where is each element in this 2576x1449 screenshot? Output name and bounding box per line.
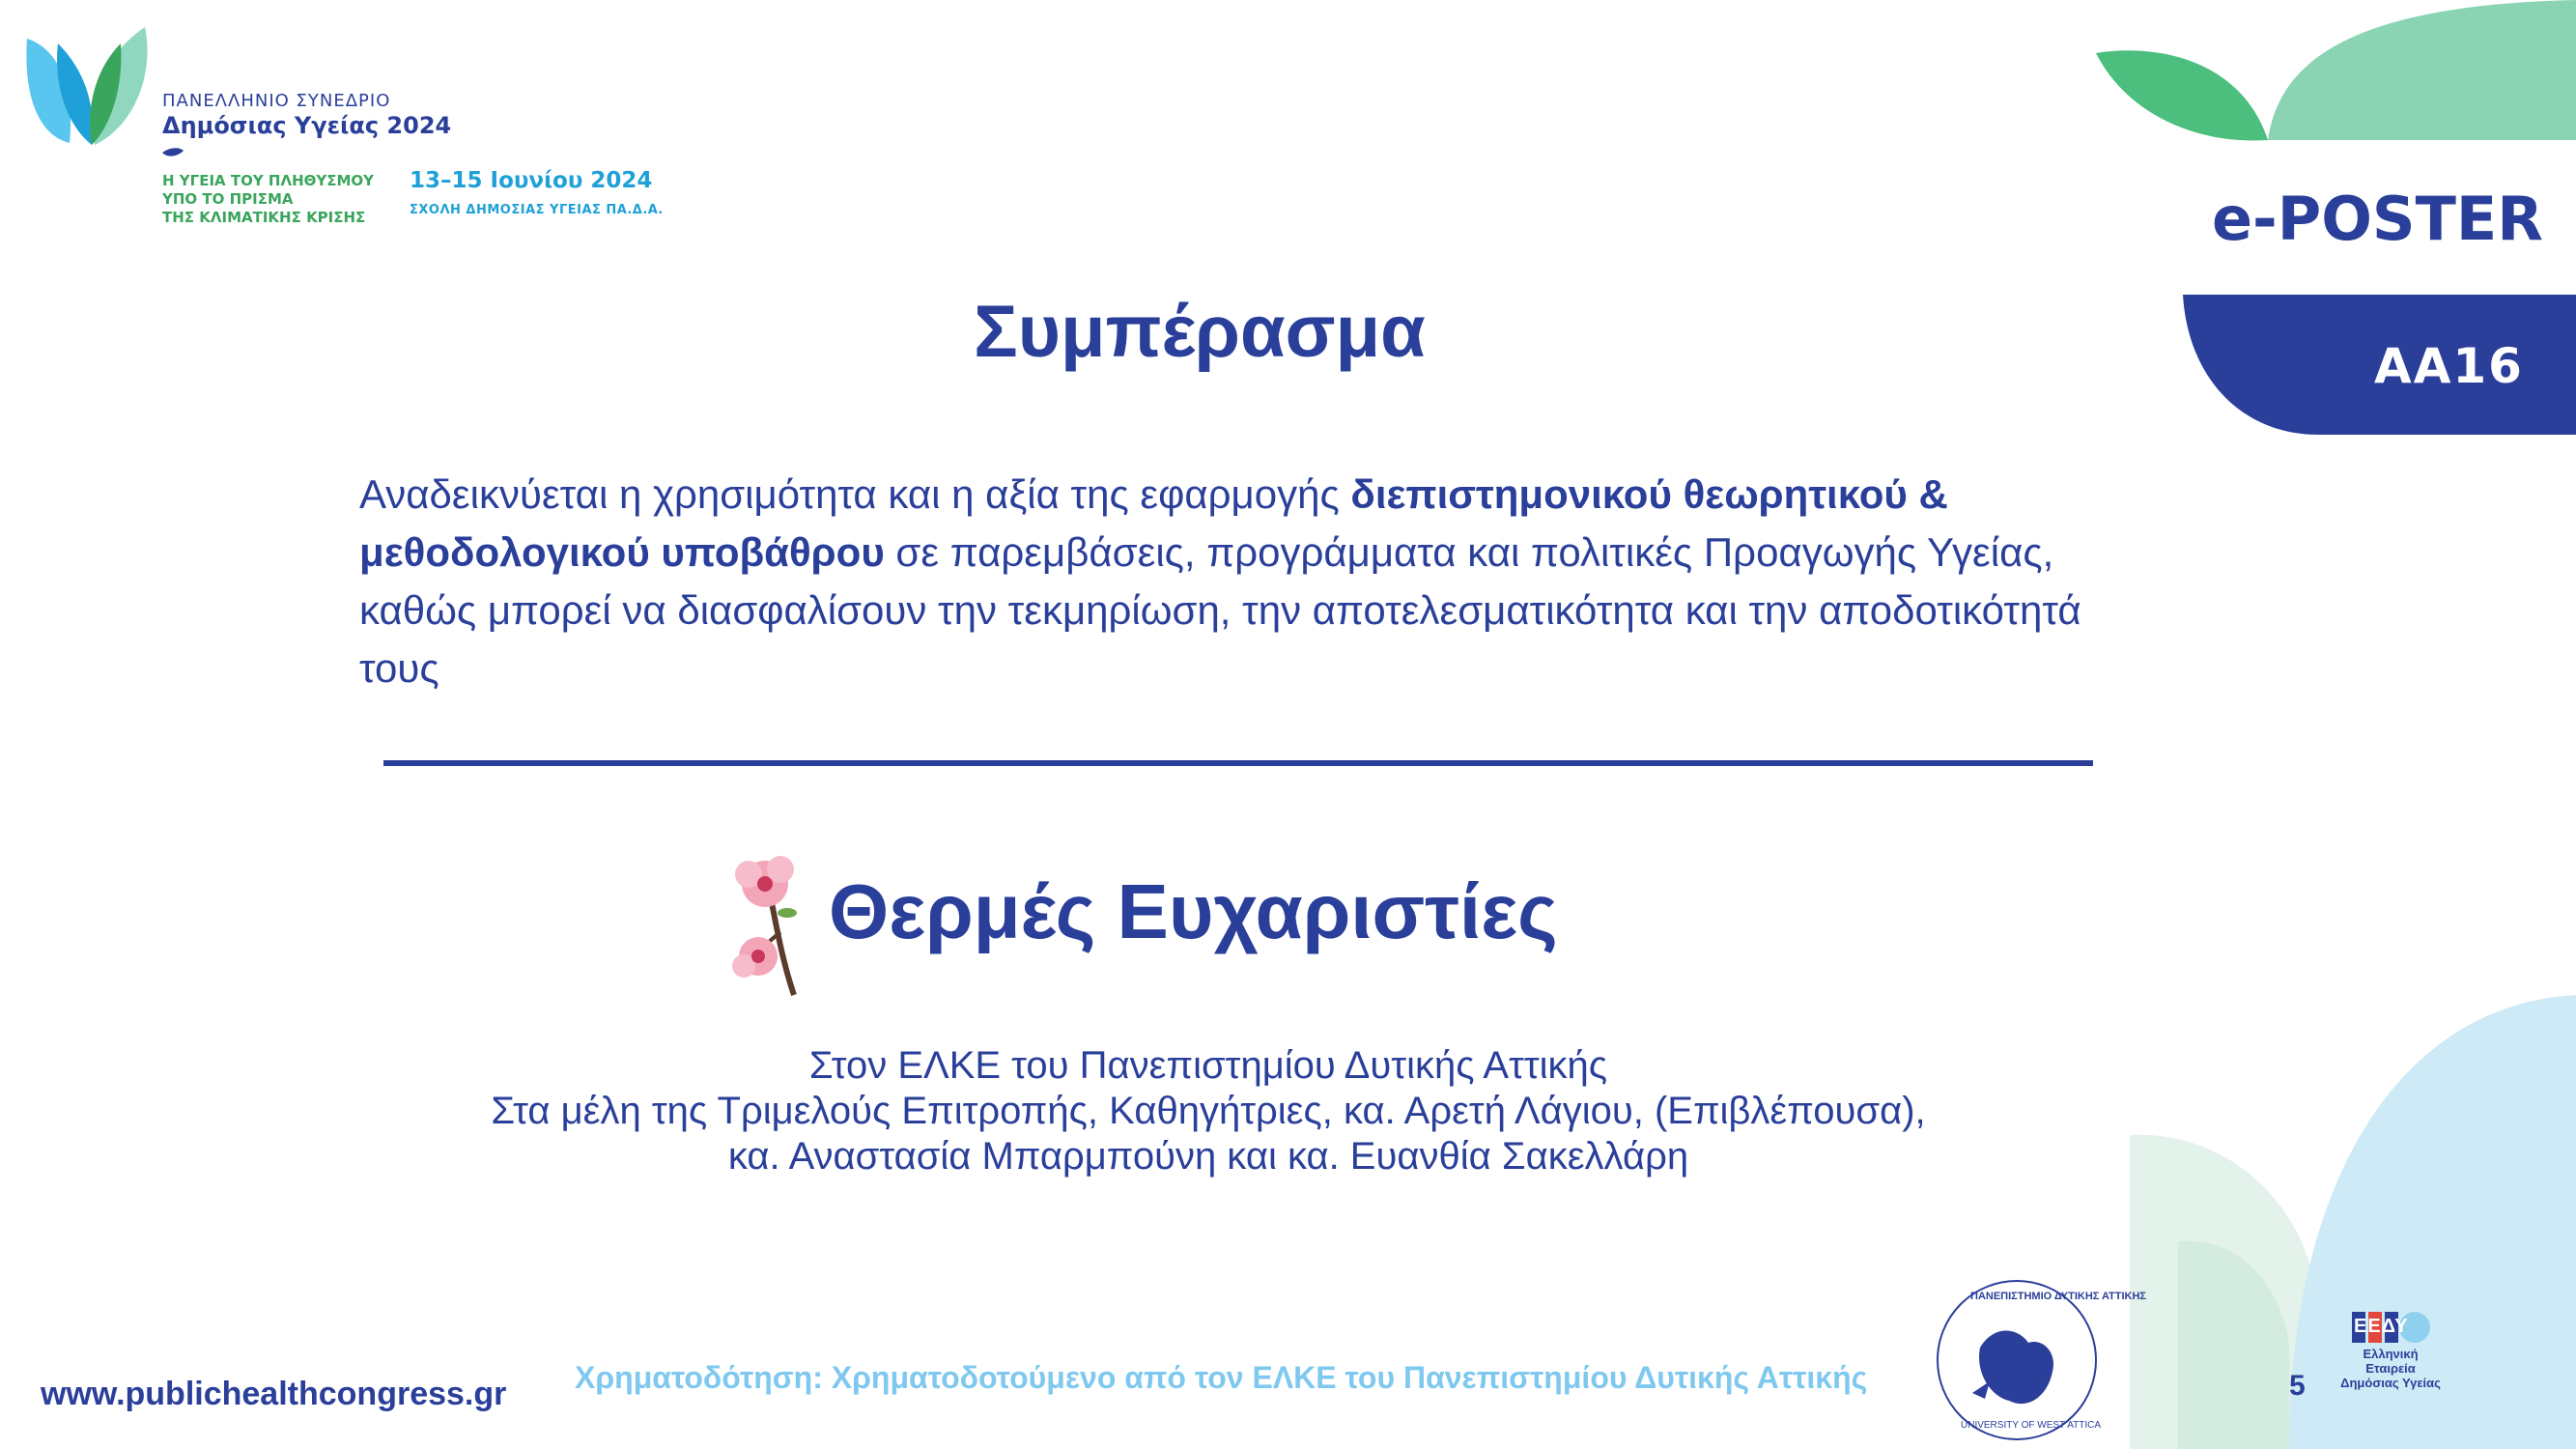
- uniwa-logo: [1938, 1281, 2096, 1439]
- poster-code: AA16: [2374, 338, 2524, 394]
- conclusion-text-part: σε παρεμβάσεις, προγράμματα και πολιτικές Προαγωγής Υγείας, καθώς μπορεί να διασφαλίσουν την τεκμηρίωση, την αποτελεσματικότητα και την αποδοτικότητά τους: [359, 529, 2081, 691]
- section-divider: [383, 760, 2093, 766]
- conclusion-text-part: Αναδεικνύεται η χρησιμότητα και η αξία της εφαρμογής: [359, 471, 1351, 517]
- esdy-name-line: Ελληνική Εταιρεία: [2363, 1347, 2419, 1376]
- congress-name-line1: ΠΑΝΕΛΛΗΝΙΟ ΣΥΝΕΔΡΙΟ: [162, 91, 391, 111]
- uniwa-arc-bottom: UNIVERSITY OF WEST ATTICA: [1961, 1420, 2102, 1431]
- page-number: 5: [2289, 1370, 2306, 1402]
- congress-theme-line: ΥΠΟ ΤΟ ΠΡΙΣΜΑ: [162, 190, 294, 208]
- congress-logo-mark: [26, 27, 147, 145]
- uniwa-arc-top: ΠΑΝΕΠΙΣΤΗΜΙΟ ΔΥΤΙΚΗΣ ΑΤΤΙΚΗΣ: [1970, 1291, 2147, 1302]
- blossom-branch-illustration: [732, 856, 797, 995]
- acknowledgements-text: [290, 1043, 2127, 1179]
- acknowledgements-title: Θερμές Ευχαριστίες: [829, 868, 1558, 954]
- esdy-name: [2337, 1347, 2444, 1390]
- conclusion-text: [359, 466, 2146, 697]
- congress-theme-line: ΤΗΣ ΚΛΙΜΑΤΙΚΗΣ ΚΡΙΣΗΣ: [162, 209, 366, 226]
- website-link[interactable]: www.publichealthcongress.gr: [41, 1376, 507, 1412]
- eposter-label: e-POSTER: [2212, 184, 2543, 254]
- congress-dates: 13–15 Ιουνίου 2024: [410, 168, 653, 193]
- congress-venue: ΣΧΟΛΗ ΔΗΜΟΣΙΑΣ ΥΓΕΙΑΣ ΠΑ.Δ.Α.: [410, 203, 664, 217]
- congress-name-line2: Δημόσιας Υγείας 2024: [162, 112, 452, 139]
- funding-note: Χρηματοδότηση: Χρηματοδοτούμενο από τον ΕΛΚΕ του Πανεπιστημίου Δυτικής Αττικής: [575, 1360, 1868, 1395]
- top-right-green-leaf: [2096, 50, 2268, 140]
- acknowledgement-line: Στα μέλη της Τριμελούς Επιτροπής, Καθηγήτριες, κα. Αρετή Λάγιου, (Επιβλέπουσα),: [491, 1090, 1926, 1132]
- conclusion-title: Συμπέρασμα: [974, 291, 1426, 373]
- esdy-name-line: Δημόσιας Υγείας: [2340, 1376, 2441, 1390]
- acknowledgement-line: Στον ΕΛΚΕ του Πανεπιστημίου Δυτικής Αττικής: [808, 1044, 1608, 1087]
- congress-theme-line: Η ΥΓΕΙΑ ΤΟΥ ΠΛΗΘΥΣΜΟΥ: [162, 172, 375, 189]
- acknowledgement-line: κα. Αναστασία Μπαρμπούνη και κα. Ευανθία Σακελλάρη: [727, 1135, 1689, 1178]
- esdy-logo-text: ΕΕΔΥ: [2354, 1316, 2409, 1337]
- congress-theme: [162, 172, 374, 227]
- conclusion-bold-text: διεπιστημονικού θεωρητικού & μεθοδολογικού υποβάθρου: [359, 471, 1948, 575]
- top-right-light-green-leaf: [2268, 0, 2576, 140]
